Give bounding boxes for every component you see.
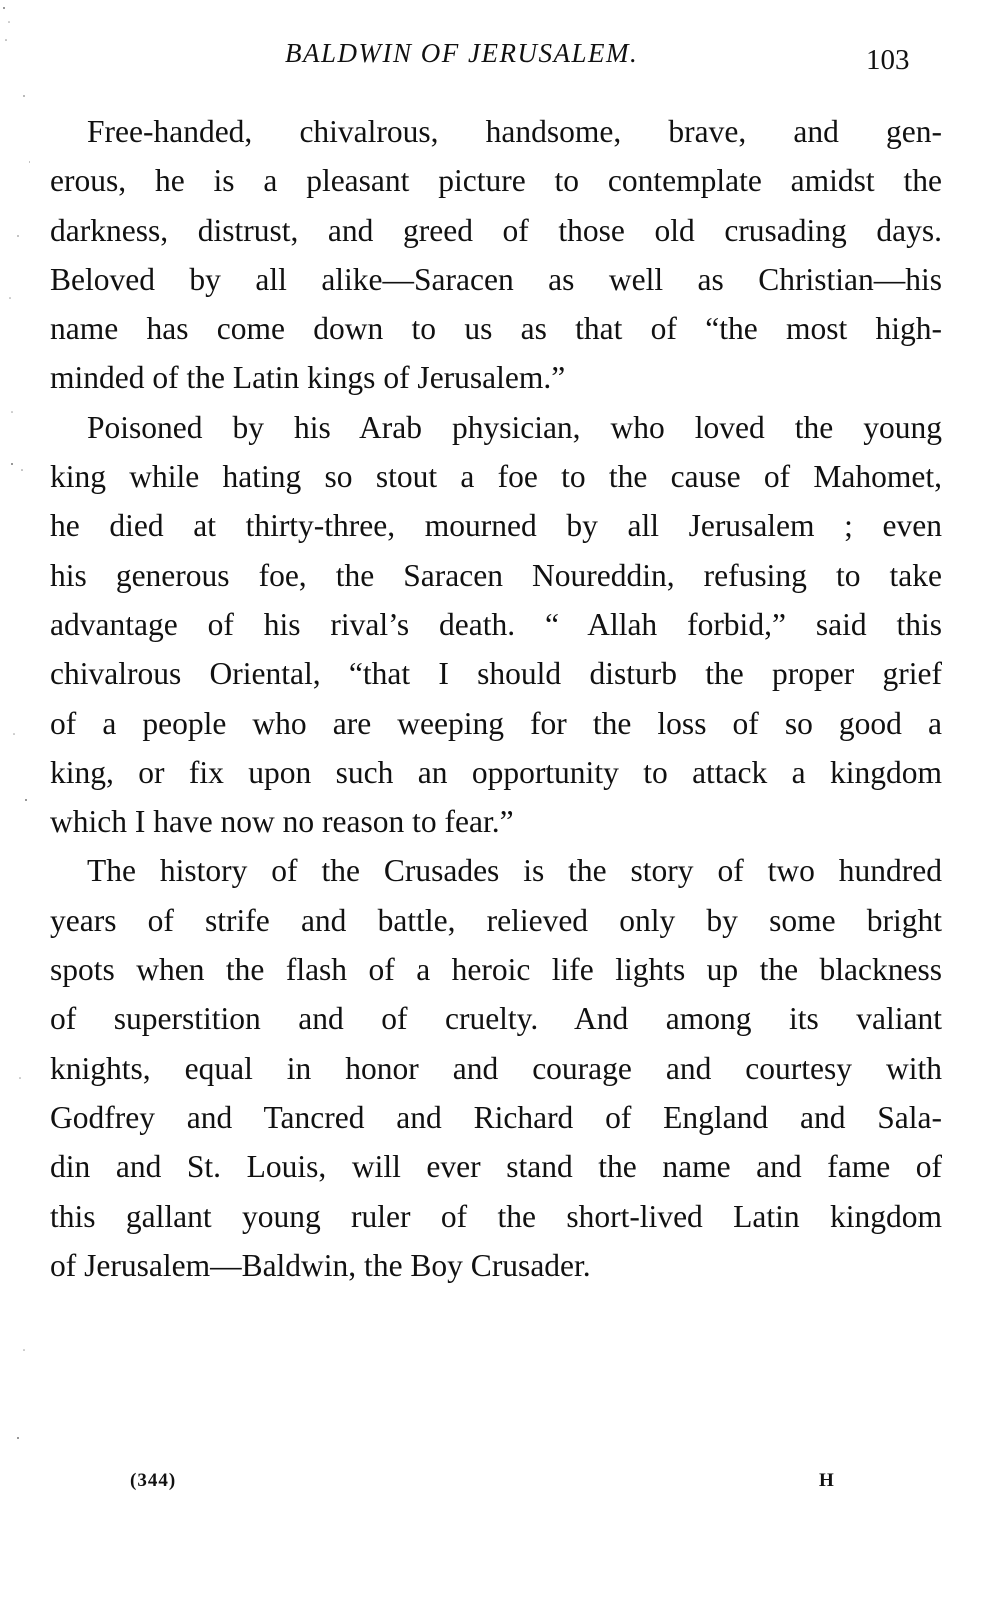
text-line: his generous foe, the Saracen Noureddin, refusing to take <box>50 557 942 593</box>
text-line: this gallant young ruler of the short-lived Latin kingdom <box>50 1198 942 1234</box>
text-line: of Jerusalem—Baldwin, the Boy Crusader. <box>50 1247 591 1283</box>
text-line: minded of the Latin kings of Jerusalem.” <box>50 360 566 396</box>
page-number: 103 <box>866 44 910 76</box>
running-title: BALDWIN OF JERUSALEM. <box>285 38 639 68</box>
text-line: chivalrous Oriental, “that I should disturb the proper grief <box>50 656 942 692</box>
text-line: spots when the flash of a heroic life lights up the blackness <box>50 952 942 988</box>
signature-mark: (344) <box>130 1470 177 1491</box>
margin-specks-graphic <box>0 0 30 1603</box>
text-line: he died at thirty-three, mourned by all Jerusalem ; even <box>50 508 942 544</box>
text-line: of superstition and of cruelty. And among its valiant <box>50 1001 942 1037</box>
text-line: king, or fix upon such an opportunity to attack a kingdom <box>50 754 942 790</box>
text-line: years of strife and battle, relieved only by some bright <box>50 902 942 938</box>
text-line: The history of the Crusades is the story of two hundred <box>87 853 942 889</box>
text-line: name has come down to us as that of “the most high- <box>50 311 942 347</box>
sheet-mark: H <box>819 1470 834 1491</box>
text-line: advantage of his rival’s death. “ Allah forbid,” said this <box>50 606 942 642</box>
text-line: din and St. Louis, will ever stand the name and fame of <box>50 1149 942 1185</box>
text-line: knights, equal in honor and courage and courtesy with <box>50 1050 942 1086</box>
text-line: of a people who are weeping for the loss of so good a <box>50 705 942 741</box>
page-footer <box>0 1470 1006 1510</box>
text-line: Beloved by all alike—Saracen as well as Christian—his <box>50 261 942 297</box>
paragraph <box>50 107 942 403</box>
body-text <box>50 107 942 1290</box>
text-line: which I have now no reason to fear.” <box>50 804 514 840</box>
page-header <box>0 38 1006 78</box>
text-line: Free-handed, chivalrous, handsome, brave, and gen- <box>87 114 942 149</box>
paragraph <box>50 403 942 847</box>
text-line: erous, he is a pleasant picture to contemplate amidst the <box>50 163 942 199</box>
text-line: darkness, distrust, and greed of those old crusading days. <box>50 212 942 248</box>
text-line: king while hating so stout a foe to the cause of Mahomet, <box>50 459 942 495</box>
paragraph <box>50 846 942 1290</box>
text-line: Godfrey and Tancred and Richard of England and Sala- <box>50 1099 942 1135</box>
text-line: Poisoned by his Arab physician, who loved the young <box>87 409 942 445</box>
margin-specks <box>0 0 30 1603</box>
